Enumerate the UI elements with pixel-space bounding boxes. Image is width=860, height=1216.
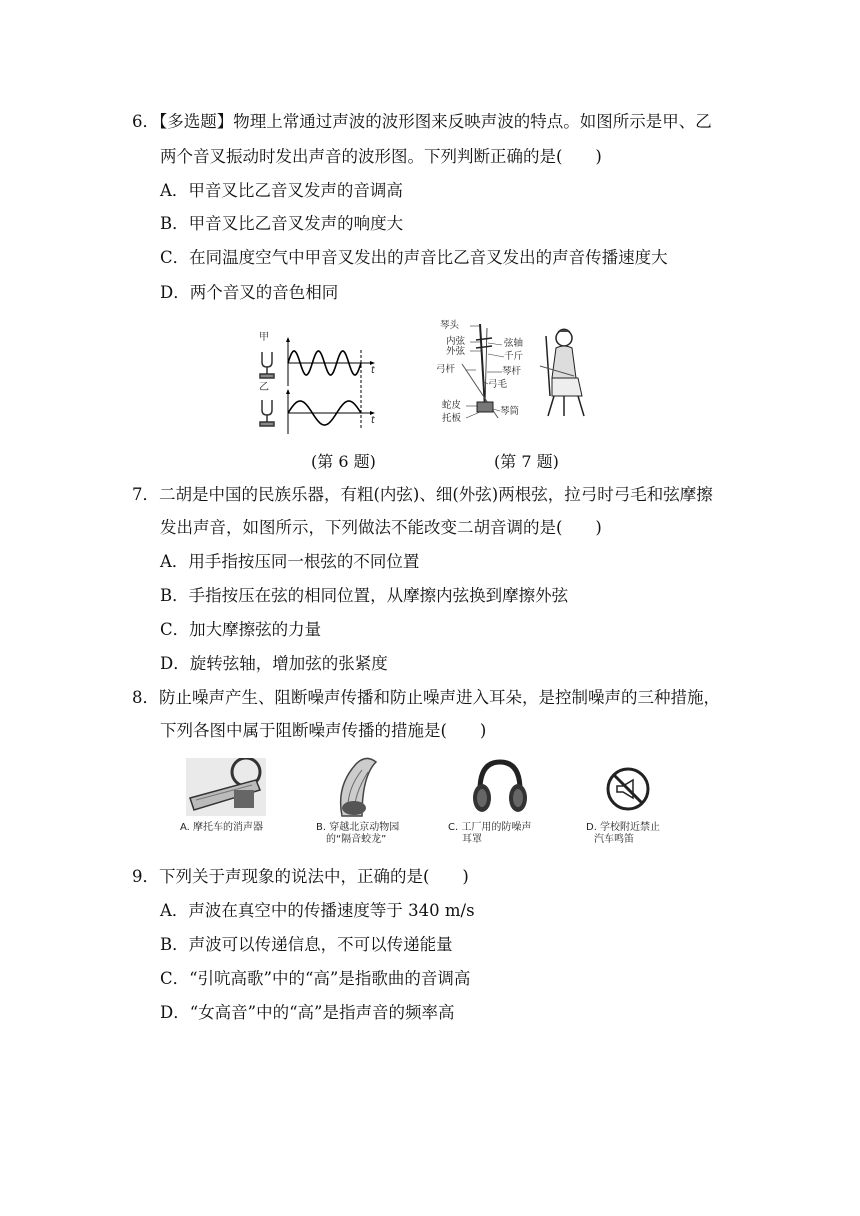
no-horn-sign-icon: [605, 766, 651, 812]
label-shepi: 蛇皮: [442, 400, 462, 411]
axis-t-top: t: [371, 365, 375, 376]
label-gongmao: 弓毛: [488, 379, 508, 390]
sound-barrier-icon: [332, 756, 384, 818]
label-tuoban: 托板: [442, 413, 462, 424]
erhu-player-icon: [534, 326, 592, 418]
label-neixian: 内弦: [446, 336, 466, 347]
tuning-fork-icon: [260, 352, 274, 378]
q9-option-d: D．“女高音”中的“高”是指声音的频率高: [160, 1003, 455, 1022]
q9-option-b: B．声波可以传递信息，不可以传递能量: [160, 935, 453, 954]
q6-option-c: C．在同温度空气中甲音叉发出的声音比乙音叉发出的声音传播速度大: [160, 248, 668, 267]
q6-option-b: B．甲音叉比乙音叉发声的响度大: [160, 214, 404, 233]
earmuffs-icon: [472, 758, 528, 816]
q9-option-c: C．“引吭高歌”中的“高”是指歌曲的音调高: [160, 969, 471, 988]
label-gonggan: 弓杆: [436, 364, 456, 375]
q8-caption-d-line2: 汽车鸣笛: [594, 834, 634, 845]
q8-caption-d-line1: D. 学校附近禁止: [586, 822, 661, 833]
axis-t-bottom: t: [371, 415, 375, 426]
q7-option-c: C．加大摩擦弦的力量: [160, 620, 322, 639]
q8-caption-b-line2: 的“隔音蛟龙”: [326, 834, 387, 845]
q9-stem-line1: 9．下列关于声现象的说法中，正确的是( ): [132, 867, 469, 886]
q7-stem-line1: 7．二胡是中国的民族乐器，有粗(内弦)、细(外弦)两根弦，拉弓时弓毛和弦摩擦: [132, 485, 713, 504]
q9-option-a: A．声波在真空中的传播速度等于 340 m/s: [160, 901, 475, 920]
label-qintou: 琴头: [440, 320, 460, 331]
label-yi: 乙: [259, 382, 269, 393]
label-waixian: 外弦: [446, 346, 466, 357]
muffler-icon: [186, 758, 266, 816]
q7-figure-caption: (第 7 题): [494, 452, 559, 471]
label-qianjin: 千斤: [504, 351, 524, 362]
q8-stem-line2: 下列各图中属于阻断噪声传播的措施是( ): [160, 721, 487, 740]
q8-caption-c-line2: 耳罩: [462, 834, 482, 845]
q7-option-d: D．旋转弦轴，增加弦的张紧度: [160, 654, 388, 673]
q6-stem-line1: 6．【多选题】物理上常通过声波的波形图来反映声波的特点。如图所示是甲、乙: [132, 112, 712, 131]
label-qingan: 琴杆: [502, 366, 522, 377]
q7-option-b: B．手指按压在弦的相同位置，从摩擦内弦换到摩擦外弦: [160, 586, 569, 605]
label-xianzhou: 弦轴: [504, 338, 524, 349]
label-qintong: 琴筒: [500, 406, 520, 417]
q6-option-d: D．两个音叉的音色相同: [160, 283, 339, 302]
q6-figure-caption: (第 6 题): [311, 452, 376, 471]
q6-waveform-figure: [255, 330, 380, 440]
q8-caption-b-line1: B. 穿越北京动物园: [316, 822, 400, 833]
q7-stem-line2: 发出声音，如图所示，下列做法不能改变二胡音调的是( ): [160, 518, 602, 537]
q8-caption-c-line1: C. 工厂用的防噪声: [448, 822, 532, 833]
q8-stem-line1: 8．防止噪声产生、阻断噪声传播和防止噪声进入耳朵，是控制噪声的三种措施，: [132, 688, 720, 707]
tuning-fork-icon: [260, 400, 274, 426]
q6-stem-line2: 两个音叉振动时发出声音的波形图。下列判断正确的是( ): [160, 147, 602, 166]
q7-option-a: A．用手指按压同一根弦的不同位置: [160, 552, 420, 571]
q8-caption-a: A. 摩托车的消声器: [180, 822, 264, 833]
label-jia: 甲: [259, 332, 269, 343]
q6-option-a: A．甲音叉比乙音叉发声的音调高: [160, 181, 403, 200]
